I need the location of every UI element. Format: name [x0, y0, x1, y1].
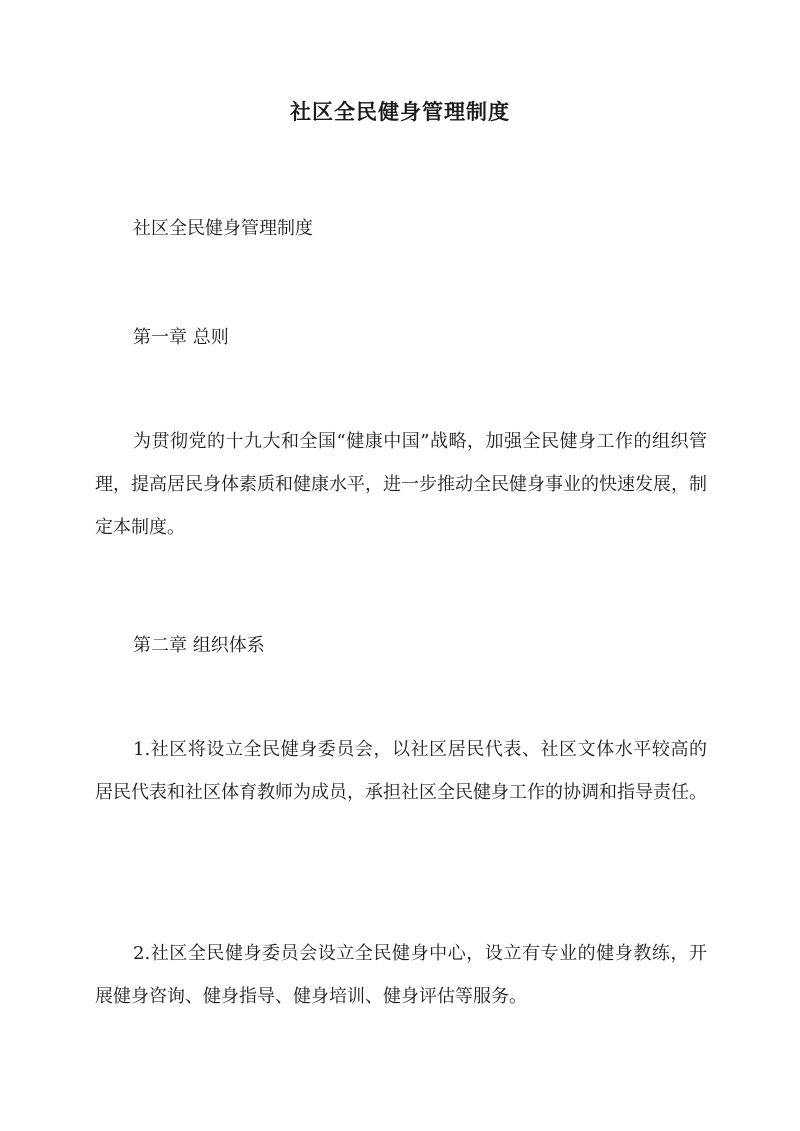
chapter-1-heading: 第一章 总则	[133, 327, 229, 348]
chapter-2-item-1: 1.社区将设立全民健身委员会，以社区居民代表、社区文体水平较高的居民代表和社区体育教师为成员，承担社区全民健身工作的协调和指导责任。	[95, 739, 707, 803]
document-title: 社区全民健身管理制度	[290, 99, 510, 124]
chapter-2-heading: 第二章 组织体系	[133, 635, 265, 656]
document-subtitle: 社区全民健身管理制度	[133, 218, 313, 239]
chapter-2-item-2: 2.社区全民健身委员会设立全民健身中心，设立有专业的健身教练，开展健身咨询、健身指导、健身培训、健身评估等服务。	[95, 943, 707, 1007]
chapter-1-paragraph: 为贯彻党的十九大和全国“健康中国”战略，加强全民健身工作的组织管理，提高居民身体素质和健康水平，进一步推动全民健身事业的快速发展，制定本制度。	[95, 431, 707, 538]
